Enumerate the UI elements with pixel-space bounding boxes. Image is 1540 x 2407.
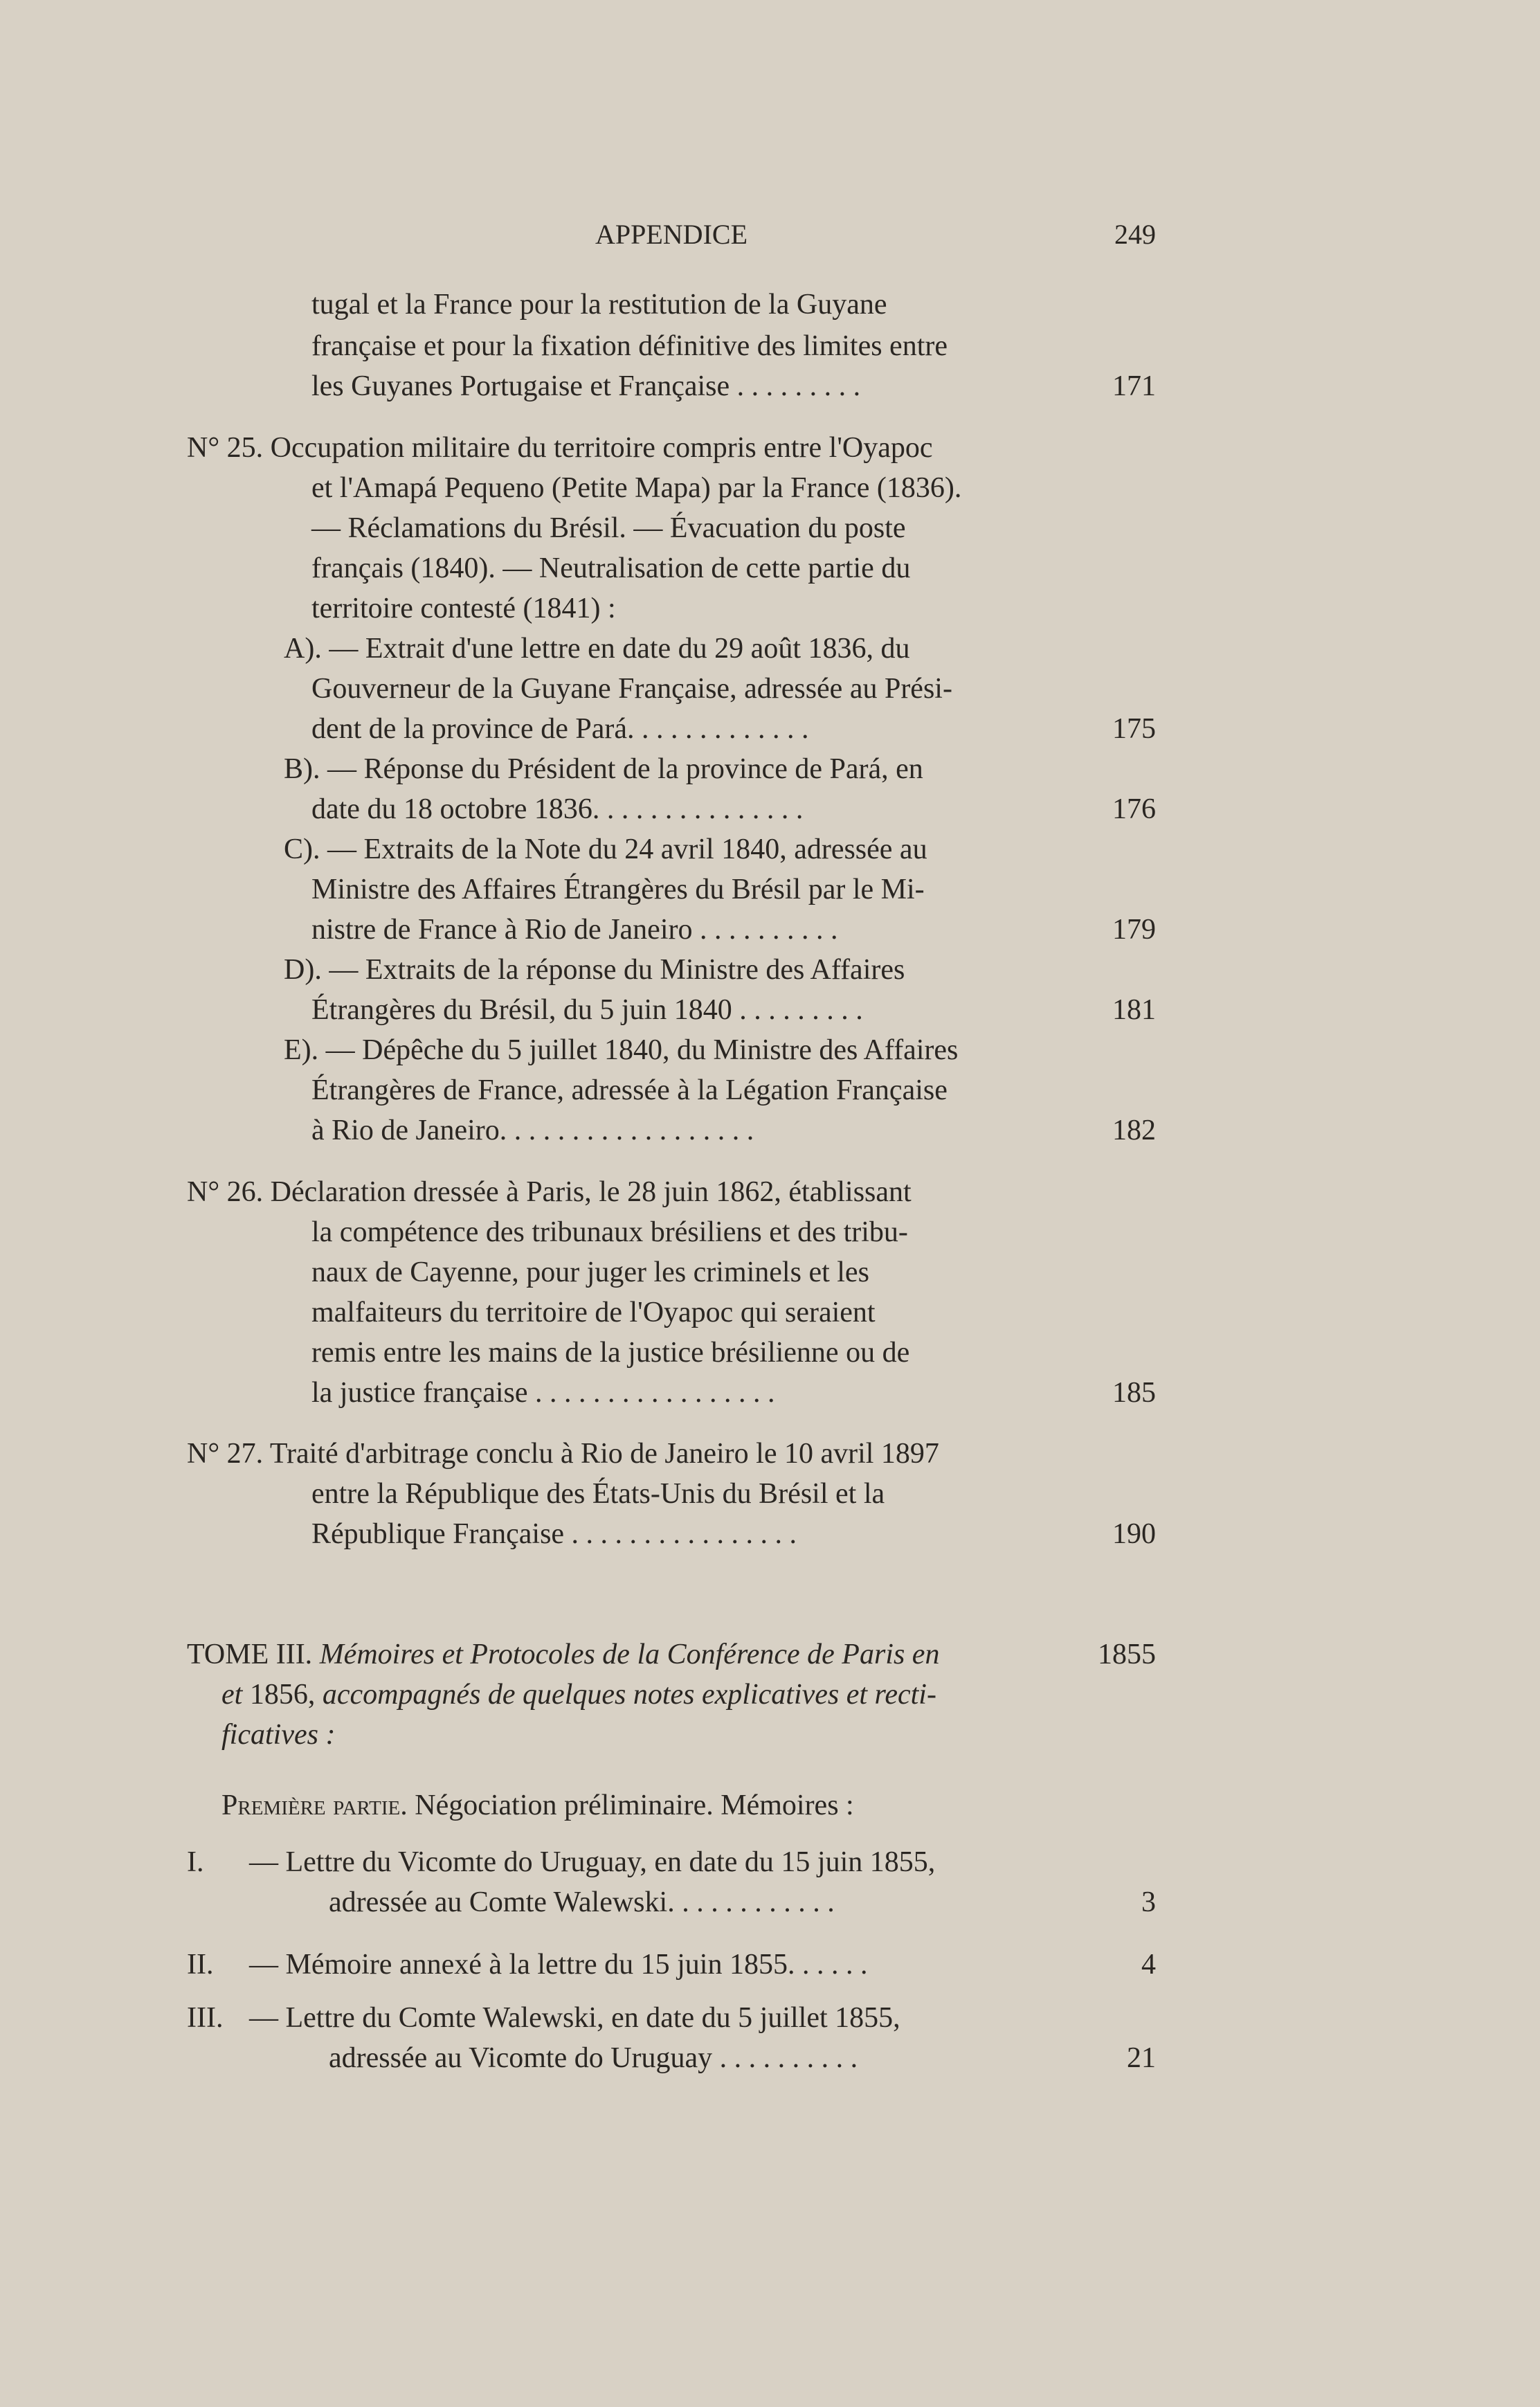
toc-item-line [187,2037,1156,2079]
toc-line [187,467,1156,509]
toc-page-number: 185 [1112,1377,1156,1409]
toc-page-number: 181 [1112,994,1156,1026]
toc-item-text: adressée au Comte Walewski. . . . . . . . . . . . [329,1886,835,1918]
header-page-number: 249 [1114,219,1156,250]
tome-heading-line-1 [187,1634,1156,1675]
section-title: Négociation préliminaire. Mémoires : [415,1790,854,1821]
toc-line [187,1372,1156,1414]
toc-line-text: tugal et la France pour la restitution de la Guyane [311,289,887,321]
toc-line-text: remis entre les mains de la justice brésilienne ou de [311,1337,910,1369]
toc-line [187,284,1156,325]
toc-page-number: 171 [1112,370,1156,402]
toc-line-text: la compétence des tribunaux brésiliens et des tribu- [311,1216,908,1248]
toc-line [187,668,1156,710]
toc-item-line [187,1997,1156,2039]
toc-page-number: 182 [1112,1115,1156,1146]
tome-page-number: 1855 [1098,1639,1156,1670]
toc-line [187,366,1156,407]
toc-line-text: français (1840). — Neutralisation de cette partie du [311,552,911,584]
toc-line-text: entre la République des États-Unis du Brésil et la [311,1478,885,1510]
toc-item-number: II. [187,1949,214,1981]
toc-line [187,748,1156,790]
tome-heading-line-3 [187,1714,1156,1756]
section-heading-text [221,1785,854,1826]
toc-line [187,1211,1156,1253]
toc-item-text: adressée au Vicomte do Uruguay . . . . . . . . . . [329,2042,858,2074]
section-heading [187,1785,1156,1826]
tome-title-part: et [221,1679,250,1711]
toc-line-text: B). — Réponse du Président de la province de Pará, en [284,753,923,785]
toc-item-line [187,1841,1156,1883]
toc-line-text: C). — Extraits de la Note du 24 avril 1840, adressée au [284,833,927,865]
toc-line [187,829,1156,870]
toc-item-text: — Lettre du Vicomte do Uruguay, en date du 15 juin 1855, [249,1846,936,1878]
toc-line [187,1332,1156,1373]
toc-line-text: N° 25. Occupation militaire du territoire compris entre l'Oyapoc [187,432,933,464]
toc-line-text: malfaiteurs du territoire de l'Oyapoc qui seraient [311,1297,876,1328]
header-title: APPENDICE [595,219,748,250]
toc-line [187,588,1156,629]
toc-line-text: — Réclamations du Brésil. — Évacuation du poste [311,512,906,544]
toc-line [187,1473,1156,1515]
toc-line [187,1292,1156,1333]
toc-line [187,949,1156,991]
tome-title: Mémoires et Protocoles de la Conférence de Paris en [319,1639,940,1670]
toc-line [187,1252,1156,1293]
tome-label: TOME III. [187,1639,320,1670]
toc-page-number: 21 [1127,2042,1156,2074]
toc-line-text: la justice française . . . . . . . . . . . . . . . . . [311,1377,775,1409]
toc-line-text: française et pour la fixation définitive des limites entre [311,330,948,362]
toc-line-text: Gouverneur de la Guyane Française, adressée au Prési- [311,673,952,705]
toc-line-text: naux de Cayenne, pour juger les criminels et les [311,1256,869,1288]
toc-line-text: territoire contesté (1841) : [311,593,616,624]
toc-line [187,1070,1156,1111]
toc-line-text: Étrangères du Brésil, du 5 juin 1840 . . . . . . . . . [311,994,863,1026]
toc-line-text: Étrangères de France, adressée à la Légation Française [311,1074,948,1106]
table-of-contents [187,0,1156,2407]
toc-line-text: D). — Extraits de la réponse du Ministre des Affaires [284,954,905,986]
toc-line [187,1029,1156,1071]
toc-line-text: N° 26. Déclaration dressée à Paris, le 28 juin 1862, établissant [187,1176,912,1208]
toc-line-text: dent de la province de Pará. . . . . . . . . . . . . [311,713,809,745]
toc-line [187,1110,1156,1151]
toc-line [187,1171,1156,1213]
toc-line [187,869,1156,910]
toc-line-text: les Guyanes Portugaise et Française . . . . . . . . . [311,370,861,402]
section-label: Première partie. [221,1790,415,1821]
toc-item-line [187,1882,1156,1923]
toc-line [187,909,1156,950]
toc-page-number: 4 [1141,1949,1156,1981]
toc-line-text: A). — Extrait d'une lettre en date du 29 août 1836, du [284,633,910,665]
toc-line [187,788,1156,830]
tome-title-part: ficatives : [221,1719,336,1751]
toc-page-number: 175 [1112,713,1156,745]
toc-page-number: 179 [1112,914,1156,946]
tome-year: 1856, [249,1679,323,1711]
toc-line-text: date du 18 octobre 1836. . . . . . . . . . . . . . . [311,793,804,825]
tome-heading-text [187,1634,939,1675]
toc-item-number: III. [187,2002,224,2034]
toc-item-line [187,1944,1156,1985]
toc-line [187,548,1156,589]
toc-line [187,628,1156,669]
tome-heading-text [221,1674,936,1715]
toc-line-text: et l'Amapá Pequeno (Petite Mapa) par la France (1836). [311,472,962,504]
toc-page-number: 190 [1112,1518,1156,1550]
toc-line-text: nistre de France à Rio de Janeiro . . . . . . . . . . [311,914,838,946]
toc-item-text: — Mémoire annexé à la lettre du 15 juin 1855. . . . . . [249,1949,868,1981]
toc-line-text: Ministre des Affaires Étrangères du Brésil par le Mi- [311,874,925,905]
toc-line [187,708,1156,750]
toc-item-number: I. [187,1846,204,1878]
toc-page-number: 3 [1141,1886,1156,1918]
toc-line [187,1433,1156,1475]
toc-line-text: N° 27. Traité d'arbitrage conclu à Rio de Janeiro le 10 avril 1897 [187,1438,939,1470]
toc-line [187,507,1156,549]
toc-line [187,1513,1156,1555]
toc-line [187,989,1156,1031]
toc-line-text: à Rio de Janeiro. . . . . . . . . . . . . . . . . . [311,1115,754,1146]
tome-heading-line-2 [187,1674,1156,1715]
tome-title-part: accompagnés de quelques notes explicatives et recti- [322,1679,936,1711]
toc-line [187,427,1156,469]
toc-line-text: République Française . . . . . . . . . . . . . . . . [311,1518,797,1550]
toc-page-number: 176 [1112,793,1156,825]
toc-line-text: E). — Dépêche du 5 juillet 1840, du Ministre des Affaires [284,1034,959,1066]
toc-line [187,325,1156,367]
toc-item-text: — Lettre du Comte Walewski, en date du 5 juillet 1855, [249,2002,900,2034]
